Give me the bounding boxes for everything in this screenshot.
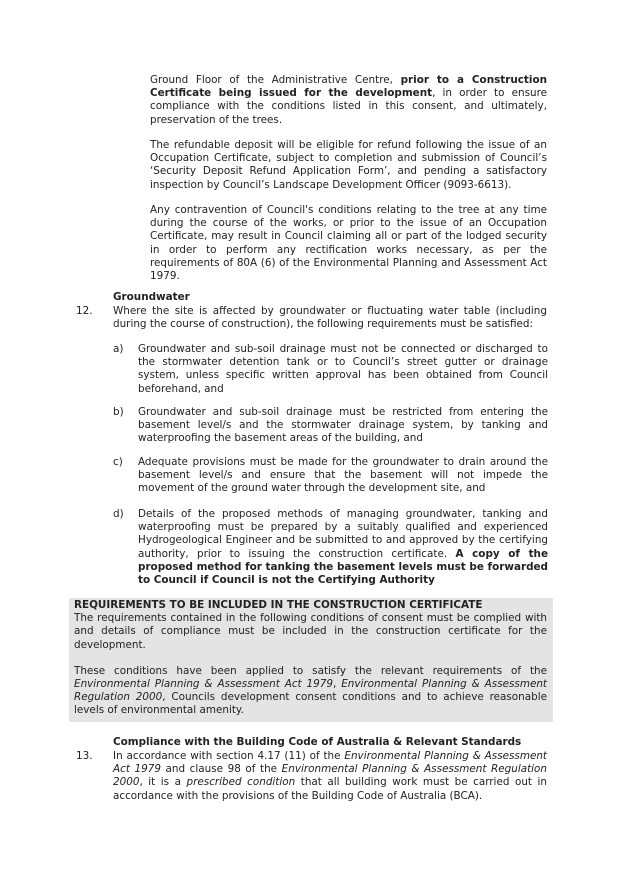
groundwater-intro: Where the site is affected by groundwater or fluctuating water table (including during the course of construction), the following requirements must be satisfied: — [113, 305, 547, 331]
contravention-paragraph: Any contravention of Council's conditions relating to the tree at any time during the course of the works, or prior to the issue of an Occupation Certificate, may result in Council claiming all or part of the lodged security in order to perform any rectification works necessary, as per the requirements of 80A (6) of the Environmental Planning and Assessment Act 1979. — [150, 204, 547, 283]
requirements-paragraph-1: The requirements contained in the following conditions of consent must be complied with and details of compliance must be included in the construction certificate for the development. — [74, 612, 547, 651]
para1-text-1: Ground Floor of the Administrative Centre, — [150, 74, 401, 86]
requirements-box — [69, 598, 553, 722]
refund-paragraph: The refundable deposit will be eligible for refund following the issue of an Occupation Certificate, subject to completion and submission of Council’s ‘Security Deposit Refund Application Form’, and pending a satisfactory inspection by Council’s Landscape Development Officer (9093-6613). — [150, 139, 547, 191]
item-d-bold: A copy of the proposed method for tanking the basement levels must be forwarded to Council if Council is not the Certifying Authority — [138, 547, 548, 587]
groundwater-item-b: Groundwater and sub-soil drainage must be restricted from entering the basement level/s and the stormwater drainage system, by tanking and waterproofing the basement areas of the building, and — [138, 406, 548, 445]
groundwater-item-a: Groundwater and sub-soil drainage must not be connected or discharged to the stormwater detention tank or to Council’s street gutter or drainage system, unless specific written approval has been obtained from Council beforehand, and — [138, 343, 548, 395]
item-marker-b: b) — [113, 406, 124, 418]
item-marker-d: d) — [113, 508, 124, 520]
para1-bold: prior to a Construction Certificate being issued for the development — [150, 74, 547, 100]
requirements-heading: REQUIREMENTS TO BE INCLUDED IN THE CONSTRUCTION CERTIFICATE — [74, 599, 483, 611]
requirements-paragraph-2: These conditions have been applied to satisfy the relevant requirements of the Environmental Planning & Assessment Act 1979, Environmental Planning & Assessment Regulation 2000, Councils development consent conditions and to achieve reasonable levels of environmental amenity. — [74, 664, 548, 717]
item-d-text: Details of the proposed methods of managing groundwater, tanking and waterproofing must be prepared by a suitably qualified and experienced Hydrogeological Engineer and be submitted to and approved by the certifying authority, prior to issuing the construction certificate. — [138, 508, 548, 560]
deposit-location-paragraph — [150, 74, 547, 127]
groundwater-item-d — [138, 508, 548, 587]
bca-paragraph: In accordance with section 4.17 (11) of the Environmental Planning & Assessment Act 1979 and clause 98 of the Environmental Planning & Assessment Regulation 2000, it is a prescribed condition that all building work must be carried out in accordance with the provisions of the Building Code of Australia (BCA). — [113, 750, 547, 802]
condition-number-12: 12. — [76, 305, 93, 317]
bca-heading: Compliance with the Building Code of Australia & Relevant Standards — [113, 736, 522, 748]
condition-number-13: 13. — [76, 750, 93, 762]
groundwater-item-c: Adequate provisions must be made for the groundwater to drain around the basement level/s and ensure that the basement will not impede the movement of the ground water through the development site, and — [138, 456, 548, 495]
item-marker-c: c) — [113, 456, 123, 468]
item-marker-a: a) — [113, 343, 124, 355]
groundwater-heading: Groundwater — [113, 291, 190, 303]
para1-text-2: , in order to ensure compliance with the conditions listed in this consent, and ultimately, preservation of the trees. — [150, 87, 547, 126]
